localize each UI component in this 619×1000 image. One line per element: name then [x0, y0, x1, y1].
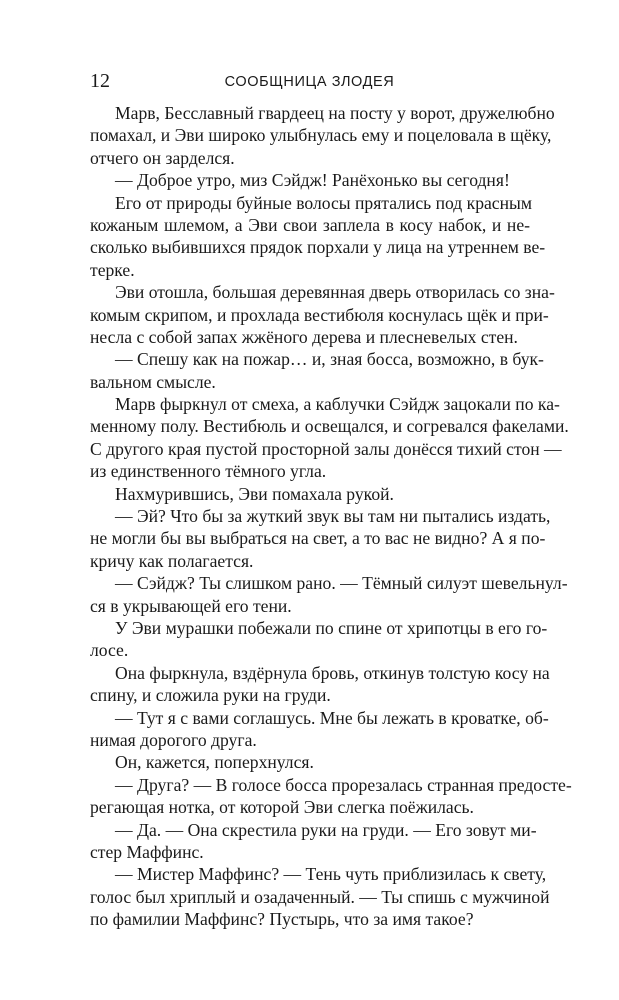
text-line: Нахмурившись, Эви помахала рукой.: [115, 483, 394, 504]
text-line: С другого края пустой просторной залы донёсся тихий стон —: [90, 438, 562, 459]
paragraph: [90, 483, 530, 505]
text-line: У Эви мурашки побежали по спине от хрипотцы в его го-: [115, 617, 548, 638]
text-line: отчего он зарделся.: [90, 147, 235, 168]
paragraph: [90, 662, 550, 707]
paragraph: [90, 192, 546, 282]
text-line: Его от природы буйные волосы прятались под красным: [115, 192, 532, 213]
body-text: [90, 102, 572, 930]
text-line: голос был хриплый и озадаченный. — Ты спишь с мужчиной: [90, 886, 550, 907]
text-line: помахал, и Эви широко улыбнулась ему и поцеловала в щёку,: [90, 125, 552, 146]
text-line: не могли бы вы выбраться на свет, а то вас не видно? А я по-: [90, 528, 546, 549]
text-line: Он, кажется, поперхнулся.: [115, 752, 314, 773]
paragraph: [90, 751, 530, 773]
paragraph: [90, 102, 555, 169]
text-line: спину, и сложила руки на груди.: [90, 685, 331, 706]
text-line: вальном смысле.: [90, 371, 216, 392]
text-line: — Доброе утро, миз Сэйдж! Ранёхонько вы сегодня!: [115, 170, 510, 191]
text-line: терке.: [90, 259, 135, 280]
paragraph: [90, 617, 548, 662]
running-head-title: СООБЩНИЦА ЗЛОДЕЯ: [224, 74, 395, 90]
text-line: нимая дорогого друга.: [90, 729, 257, 750]
text-line: по фамилии Маффинс? Пустырь, что за имя такое?: [90, 909, 474, 930]
text-line: кричу как полагается.: [90, 550, 254, 571]
text-line: — Да. — Она скрестила руки на груди. — Его зовут ми-: [115, 819, 537, 840]
paragraph: [90, 393, 569, 483]
text-line: — Спешу как на пожар… и, зная босса, возможно, в бук-: [115, 349, 544, 370]
text-line: менному полу. Вестибюль и освещался, и согревался факелами.: [90, 416, 569, 437]
paragraph: [90, 707, 549, 752]
text-line: кожаным шлемом, а Эви свои заплела в косу набок, и не-: [90, 214, 530, 235]
text-line: — Эй? Что бы за жуткий звук вы там ни пытались издать,: [115, 506, 551, 527]
text-line: — Мистер Маффинс? — Тень чуть приблизилась к свету,: [115, 864, 547, 885]
paragraph: [90, 572, 568, 617]
text-line: Марв фыркнул от смеха, а каблучки Сэйдж зацокали по ка-: [115, 394, 560, 415]
text-line: Марв, Бесславный гвардеец на посту у ворот, дружелюбно: [115, 103, 555, 123]
text-line: лосе.: [90, 640, 129, 661]
page-number: 12: [90, 70, 110, 92]
text-line: из единственного тёмного угла.: [90, 461, 327, 482]
text-line: — Друга? — В голосе босса прорезалась странная предосте-: [115, 774, 572, 795]
text-line: несла с собой запах жжёного дерева и плесневелых стен.: [90, 326, 518, 347]
text-line: стер Маффинс.: [90, 841, 204, 862]
paragraph: [90, 281, 555, 348]
paragraph: [90, 348, 544, 393]
text-line: — Тут я с вами соглашусь. Мне бы лежать в кроватке, об-: [115, 707, 549, 728]
paragraph: [90, 774, 572, 819]
text-line: — Сэйдж? Ты слишком рано. — Тёмный силуэт шевельнул-: [115, 573, 568, 594]
text-line: Она фыркнула, вздёрнула бровь, откинув толстую косу на: [115, 662, 550, 683]
paragraph: [90, 819, 537, 864]
text-line: комым скрипом, и прохлада вестибюля коснулась щёк и при-: [90, 304, 549, 325]
paragraph: [90, 863, 550, 930]
text-line: ся в укрывающей его тени.: [90, 595, 292, 616]
paragraph: [90, 505, 551, 572]
text-line: Эви отошла, большая деревянная дверь отворилась со зна-: [115, 282, 555, 303]
text-line: регающая нотка, от которой Эви слегка поёжилась.: [90, 797, 474, 818]
paragraph: [90, 169, 530, 191]
text-line: сколько выбившихся прядок порхали у лица на утреннем ве-: [90, 237, 546, 258]
